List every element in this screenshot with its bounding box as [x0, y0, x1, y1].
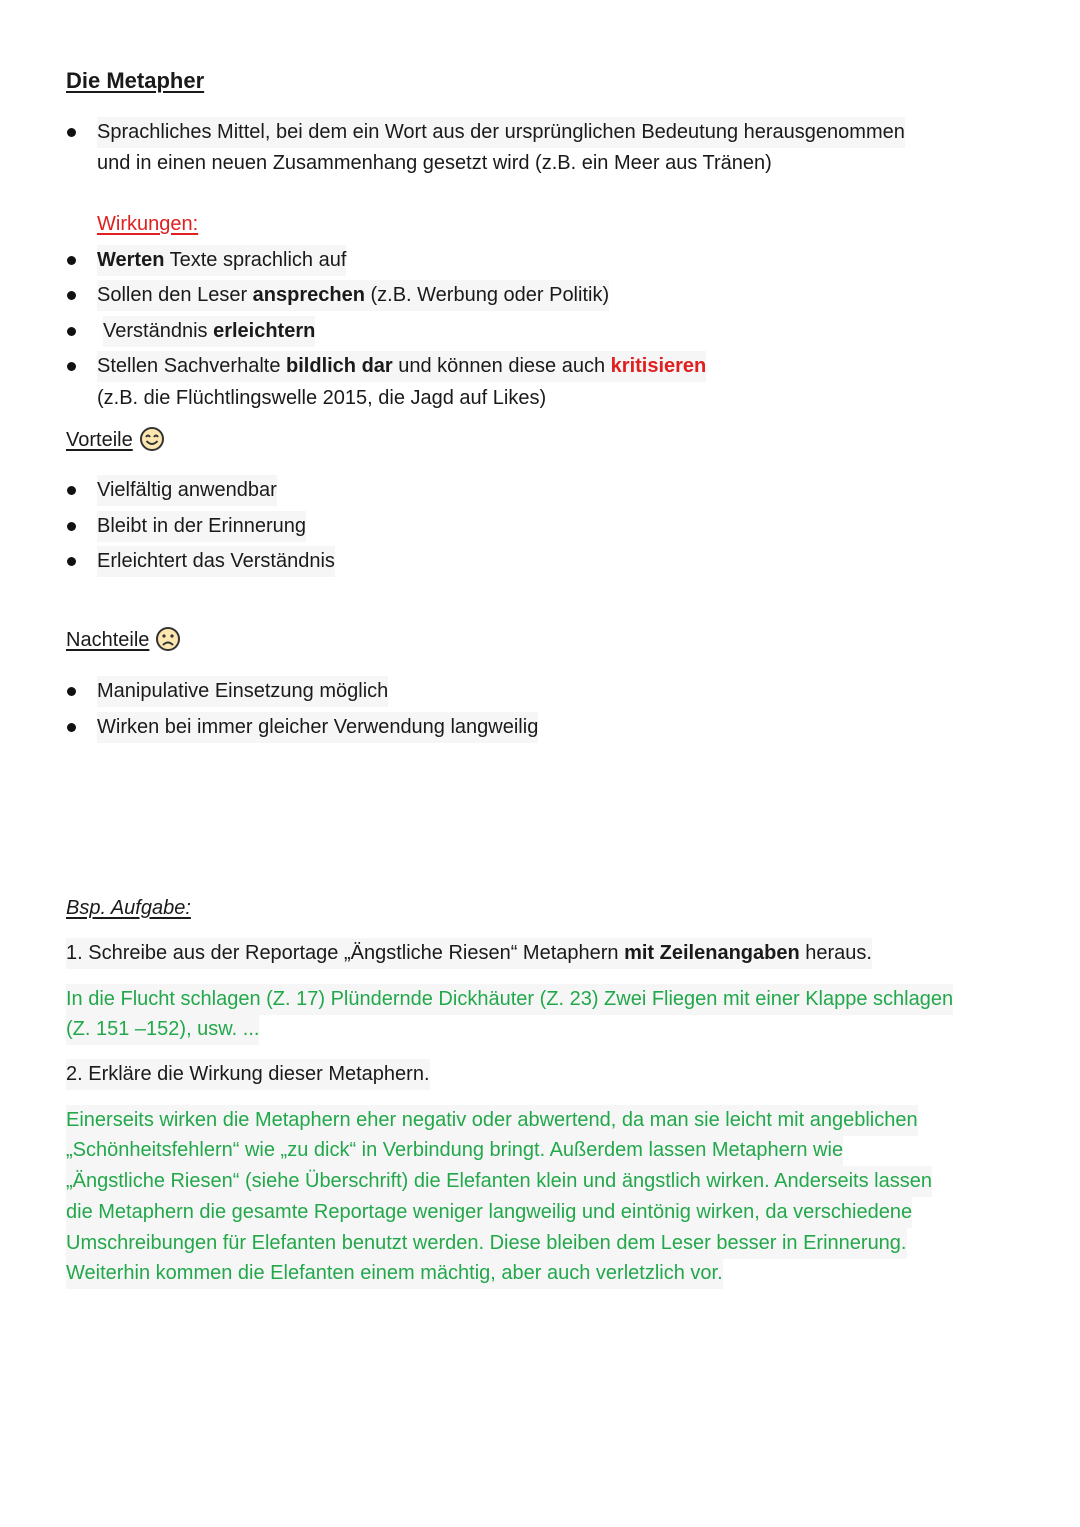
task-answer-2-line-5: Umschreibungen für Elefanten benutzt werden. Diese bleiben dem Leser besser in Erinnerung.: [66, 1228, 907, 1259]
bullet-advantage-3: [67, 557, 76, 566]
advantages-heading: Vorteile: [66, 425, 165, 456]
disadvantage-item-2: Wirken bei immer gleicher Verwendung langweilig: [97, 712, 538, 743]
effect-item-3: Verständnis erleichtern: [103, 316, 315, 347]
disadvantage-item-1: Manipulative Einsetzung möglich: [97, 676, 388, 707]
page-title: Die Metapher: [66, 68, 205, 93]
bullet-advantage-1: [67, 486, 76, 495]
effect-item-1: Werten Texte sprachlich auf: [97, 245, 346, 276]
bullet-definition: [67, 128, 76, 137]
task-answer-1-line-2: (Z. 151 –152), usw. ...: [66, 1014, 259, 1045]
advantage-item-3: Erleichtert das Verständnis: [97, 546, 335, 577]
sad-face-icon: [155, 626, 181, 652]
task-answer-2-line-4: die Metaphern die gesamte Reportage weniger langweilig und eintönig wirken, da verschiedene: [66, 1197, 912, 1228]
effect-item-4: Stellen Sachverhalte bildlich dar und können diese auch kritisieren: [97, 351, 706, 382]
smiling-face-icon: [139, 426, 165, 452]
task-answer-2-line-3: „Ängstliche Riesen“ (siehe Überschrift) die Elefanten klein und ängstlich wirken. Anderseits lassen: [66, 1166, 932, 1197]
task-answer-1-line-1: In die Flucht schlagen (Z. 17) Plündernde Dickhäuter (Z. 23) Zwei Fliegen mit einer Klappe schlagen: [66, 984, 953, 1015]
bullet-effect-4: [67, 362, 76, 371]
bullet-advantage-2: [67, 522, 76, 531]
effects-heading: Wirkungen:: [97, 213, 199, 235]
task-question-2: 2. Erkläre die Wirkung dieser Metaphern.: [66, 1059, 430, 1090]
bullet-effect-3: [67, 327, 76, 336]
advantage-item-1: Vielfältig anwendbar: [97, 475, 277, 506]
task-answer-2-line-6: Weiterhin kommen die Elefanten einem mächtig, aber auch verletzlich vor.: [66, 1258, 723, 1289]
bullet-effect-2: [67, 291, 76, 300]
task-question-1: 1. Schreibe aus der Reportage „Ängstliche Riesen“ Metaphern mit Zeilenangaben heraus.: [66, 938, 872, 969]
bullet-disadvantage-2: [67, 723, 76, 732]
task-heading: Bsp. Aufgabe:: [66, 897, 191, 919]
effect-item-4-line-2: (z.B. die Flüchtlingswelle 2015, die Jagd auf Likes): [97, 387, 547, 409]
advantage-item-2: Bleibt in der Erinnerung: [97, 511, 306, 542]
bullet-disadvantage-1: [67, 687, 76, 696]
effect-item-2: Sollen den Leser ansprechen (z.B. Werbung oder Politik): [97, 280, 609, 311]
task-answer-2-line-2: „Schönheitsfehlern“ wie „zu dick“ in Verbindung bringt. Außerdem lassen Metaphern wie: [66, 1135, 843, 1166]
task-answer-2-line-1: Einerseits wirken die Metaphern eher negativ oder abwertend, da man sie leicht mit angeblichen: [66, 1105, 918, 1136]
definition-line-2: und in einen neuen Zusammenhang gesetzt wird (z.B. ein Meer aus Tränen): [97, 152, 772, 174]
disadvantages-heading: Nachteile: [66, 625, 181, 656]
bullet-effect-1: [67, 256, 76, 265]
definition-line-1: Sprachliches Mittel, bei dem ein Wort aus der ursprünglichen Bedeutung herausgenommen: [97, 117, 905, 148]
